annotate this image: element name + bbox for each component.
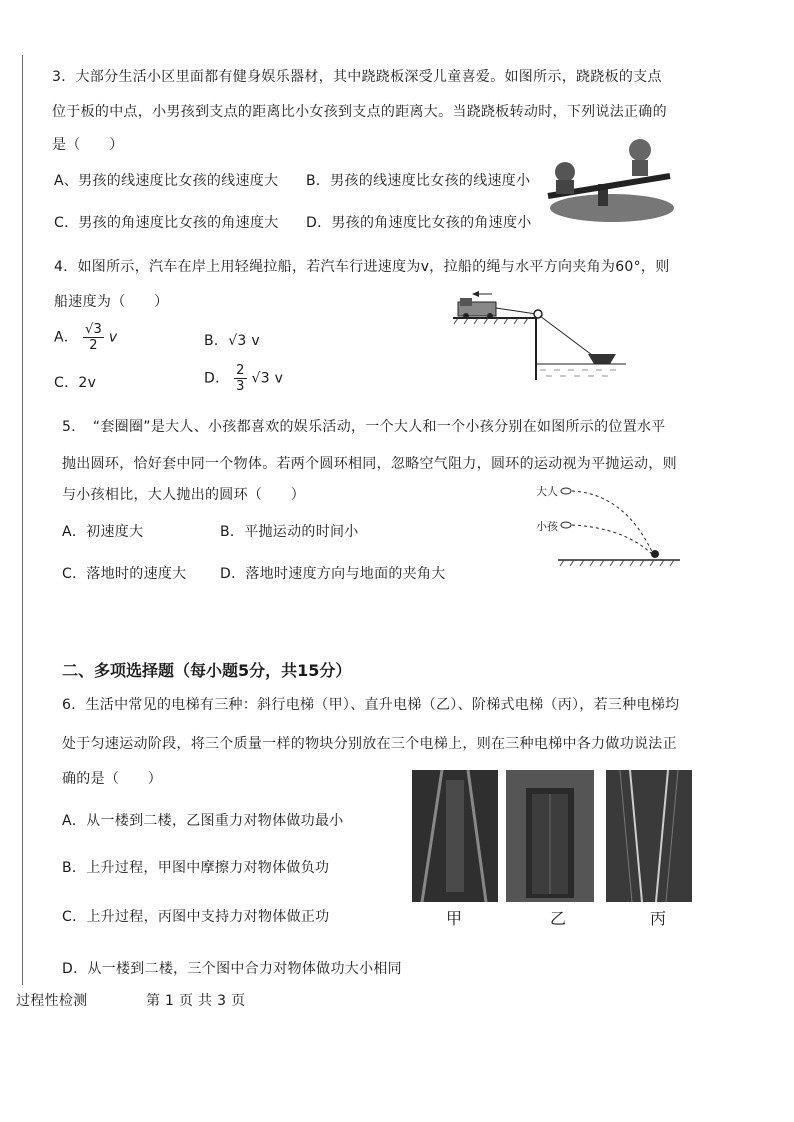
- q4-option-a-numerator: √3: [84, 322, 103, 337]
- label-child: 小孩: [536, 520, 558, 533]
- q3-line2: 位于板的中点，小男孩到支点的距离比小女孩到支点的距离大。当跷跷板转动时，下列说法正确的: [52, 104, 667, 120]
- photo-escalator: [606, 770, 692, 902]
- q4-option-a-denominator: 2: [89, 338, 98, 353]
- q4-option-a: [54, 322, 117, 353]
- q4-option-a-letter: A．: [54, 329, 79, 346]
- q4-option-b: B．√3 v: [204, 333, 260, 349]
- q5-line3: 与小孩相比，大人抛出的圆环（ ）: [62, 487, 306, 503]
- car-boat-figure: [448, 288, 628, 383]
- section-2-title: 二、多项选择题（每小题5分，共15分）: [62, 661, 352, 680]
- left-margin-line: [22, 55, 23, 985]
- footer-left: 过程性检测: [16, 993, 88, 1009]
- q4-option-a-fraction: [83, 322, 104, 353]
- q3-option-d: D．男孩的角速度比女孩的角速度小: [306, 215, 532, 231]
- q4-option-d-denominator: 3: [236, 379, 245, 394]
- q4-option-d-letter: D．: [204, 370, 230, 387]
- q4-option-c: C．2v: [54, 375, 97, 391]
- q6-option-a: A．从一楼到二楼，乙图重力对物体做功最小: [62, 813, 344, 829]
- q4-option-d-numerator: 2: [236, 363, 245, 378]
- q4-option-a-var: v: [108, 329, 118, 346]
- q5-option-d: D．落地时速度方向与地面的夹角大: [220, 566, 446, 582]
- q4-option-d: [204, 363, 283, 394]
- q5-option-a: A．初速度大: [62, 524, 144, 540]
- q5-option-b: B．平抛运动的时间小: [220, 524, 359, 540]
- q6-line3: 确的是（ ）: [62, 771, 163, 787]
- q3-option-b: B．男孩的线速度比女孩的线速度小: [306, 173, 531, 189]
- q3-line1: 3．大部分生活小区里面都有健身娱乐器材，其中跷跷板深受儿童喜爱。如图所示，跷跷板的支点: [52, 69, 662, 85]
- q4-option-d-var: √3 v: [251, 370, 284, 387]
- ring-toss-figure: [556, 480, 686, 570]
- label-bing: 丙: [650, 909, 667, 928]
- label-adult: 大人: [536, 485, 558, 498]
- q4-line2: 船速度为（ ）: [54, 294, 169, 310]
- seesaw-figure: [540, 136, 680, 226]
- footer-page-number: 第 1 页 共 3 页: [146, 993, 246, 1009]
- q3-line3: 是（ ）: [52, 137, 124, 153]
- label-yi: 乙: [550, 909, 567, 928]
- q5-line1: 5． “套圈圈”是大人、小孩都喜欢的娱乐活动，一个大人和一个小孩分别在如图所示的位置水平: [62, 419, 666, 435]
- photo-vertical-elevator: [506, 770, 594, 902]
- q6-option-b: B．上升过程，甲图中摩擦力对物体做负功: [62, 860, 330, 876]
- q4-line1: 4．如图所示，汽车在岸上用轻绳拉船，若汽车行进速度为v，拉船的绳与水平方向夹角为60°，则: [54, 259, 670, 275]
- q6-line1: 6．生活中常见的电梯有三种：斜行电梯（甲）、直升电梯（乙）、阶梯式电梯（丙），若三种电梯均: [62, 697, 680, 713]
- q6-option-d: D．从一楼到二楼，三个图中合力对物体做功大小相同: [62, 961, 402, 977]
- q3-option-c: C．男孩的角速度比女孩的角速度大: [54, 215, 279, 231]
- q4-option-d-fraction: [234, 363, 247, 394]
- q6-option-c: C．上升过程，丙图中支持力对物体做正功: [62, 909, 330, 925]
- photo-inclined-elevator: [412, 770, 498, 902]
- q6-line2: 处于匀速运动阶段，将三个质量一样的物块分别放在三个电梯上，则在三种电梯中各力做功说法正: [62, 736, 677, 752]
- label-jia: 甲: [446, 909, 463, 928]
- q3-option-a: A、男孩的线速度比女孩的线速度大: [54, 173, 279, 189]
- q5-option-c: C．落地时的速度大: [62, 566, 187, 582]
- q5-line2: 抛出圆环，恰好套中同一个物体。若两个圆环相同，忽略空气阻力，圆环的运动视为平抛运动，则: [62, 456, 677, 472]
